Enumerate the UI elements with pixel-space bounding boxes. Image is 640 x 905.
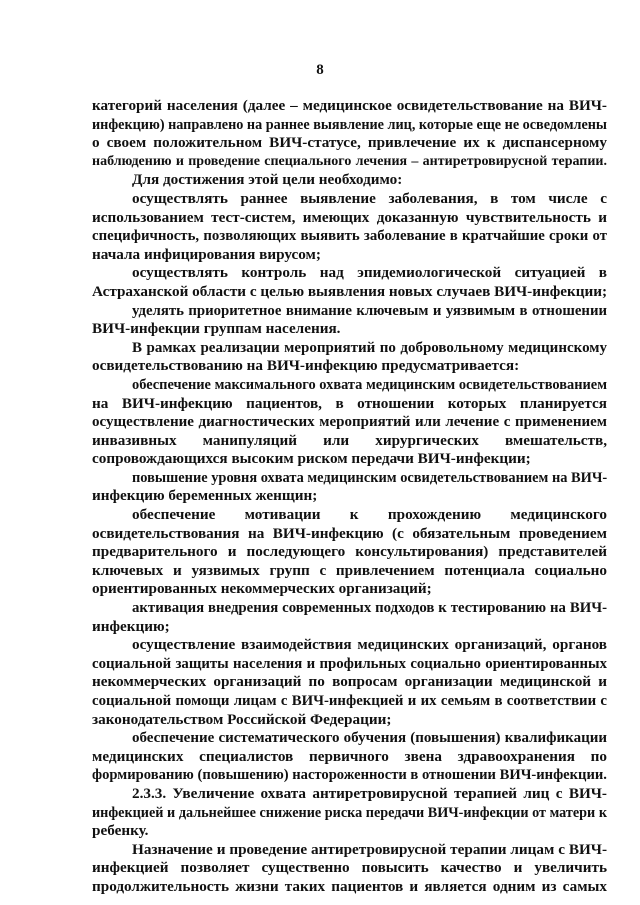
text-line: наблюдению и проведение специального лечения – антиретровирусной терапии. [92, 153, 607, 169]
body-text [92, 97, 607, 897]
text-line: формированию (повышению) настороженности в отношении ВИЧ-инфекции. [92, 767, 607, 784]
text-line: инфекцией позволяет существенно повысить качество и увеличить [92, 859, 607, 877]
text-line: осуществлять раннее выявление заболевания, в том числе с [132, 189, 607, 207]
text-line: В рамках реализации мероприятий по добровольному медицинскому [132, 339, 607, 356]
text-line: специфичность, позволяющих выявить заболевание в кратчайшие сроки от [92, 228, 607, 245]
text-line: повышение уровня охвата медицинским освидетельствованием на ВИЧ- [132, 469, 608, 486]
text-line: социальной помощи лицам с ВИЧ-инфекцией и их семьям в соответствии с [92, 693, 607, 709]
text-line: осуществление взаимодействия медицинских организаций, органов [132, 636, 607, 654]
text-line: инфекцию) направлено на раннее выявление лиц, которые еще не осведомлены [92, 116, 607, 133]
text-line: некоммерческих организаций по вопросам организации медицинской и [92, 673, 607, 691]
text-line: ориентированных некоммерческих организаций; [92, 580, 432, 598]
text-line: законодательством Российской Федерации; [92, 710, 392, 728]
text-line: обеспечение максимального охвата медицинским освидетельствованием [132, 376, 607, 393]
text-line: 2.3.3. Увеличение охвата антиретровирусной терапией лиц с ВИЧ- [132, 784, 607, 802]
text-line: на ВИЧ-инфекцию пациентов, в отношении которых планируется [92, 394, 607, 412]
page-number: 8 [316, 62, 324, 78]
text-line: инвазивных манипуляций или хирургических вмешательств, [92, 431, 607, 449]
text-line: социальной защиты населения и профильных социально ориентированных [92, 655, 607, 672]
text-line: ключевых и уязвимых групп с привлечением потенциала социально [92, 561, 607, 579]
text-line: медицинских специалистов первичного звена здравоохранения по [92, 747, 607, 765]
text-line: продолжительность жизни таких пациентов и является одним из самых [92, 877, 607, 895]
text-line: ребенку. [92, 822, 149, 840]
text-line: предварительного и последующего консультирования) представителей [92, 543, 607, 561]
text-line: ВИЧ-инфекции группам населения. [92, 320, 341, 338]
text-line: Астраханской области с целью выявления новых случаев ВИЧ-инфекции; [92, 282, 608, 300]
text-line: инфекцию; [92, 617, 170, 635]
text-line: категорий населения (далее – медицинское освидетельствование на ВИЧ- [92, 97, 607, 114]
text-line: сопровождающихся высоким риском передачи ВИЧ-инфекции; [92, 450, 531, 468]
text-line: активация внедрения современных подходов к тестированию на ВИЧ- [132, 600, 607, 617]
text-line: использованием тест-систем, имеющих доказанную чувствительность и [92, 208, 607, 226]
text-line: инфекцию беременных женщин; [92, 487, 318, 505]
text-line: Для достижения этой цели необходимо: [132, 171, 403, 189]
text-line: инфекцией и дальнейшее снижение риска передачи ВИЧ-инфекции от матери к [92, 804, 607, 821]
text-line: уделять приоритетное внимание ключевым и уязвимым в отношении [132, 302, 607, 319]
text-line: освидетельствованию на ВИЧ-инфекцию предусматривается: [92, 357, 520, 375]
text-line: освидетельствования на ВИЧ-инфекцию (с обязательным проведением [92, 524, 607, 542]
text-line: обеспечение систематического обучения (повышения) квалификации [132, 730, 607, 747]
text-line: Назначение и проведение антиретровирусной терапии лицам с ВИЧ- [132, 840, 607, 858]
text-line: обеспечение мотивации к прохождению медицинского [132, 506, 607, 524]
text-line: осуществление диагностических мероприятий или лечение с применением [92, 414, 607, 431]
text-line: начала инфицирования вирусом; [92, 245, 321, 263]
text-line: о своем положительном ВИЧ-статусе, привлечение их к диспансерному [92, 134, 607, 152]
text-line: осуществлять контроль над эпидемиологической ситуацией в [132, 264, 607, 282]
